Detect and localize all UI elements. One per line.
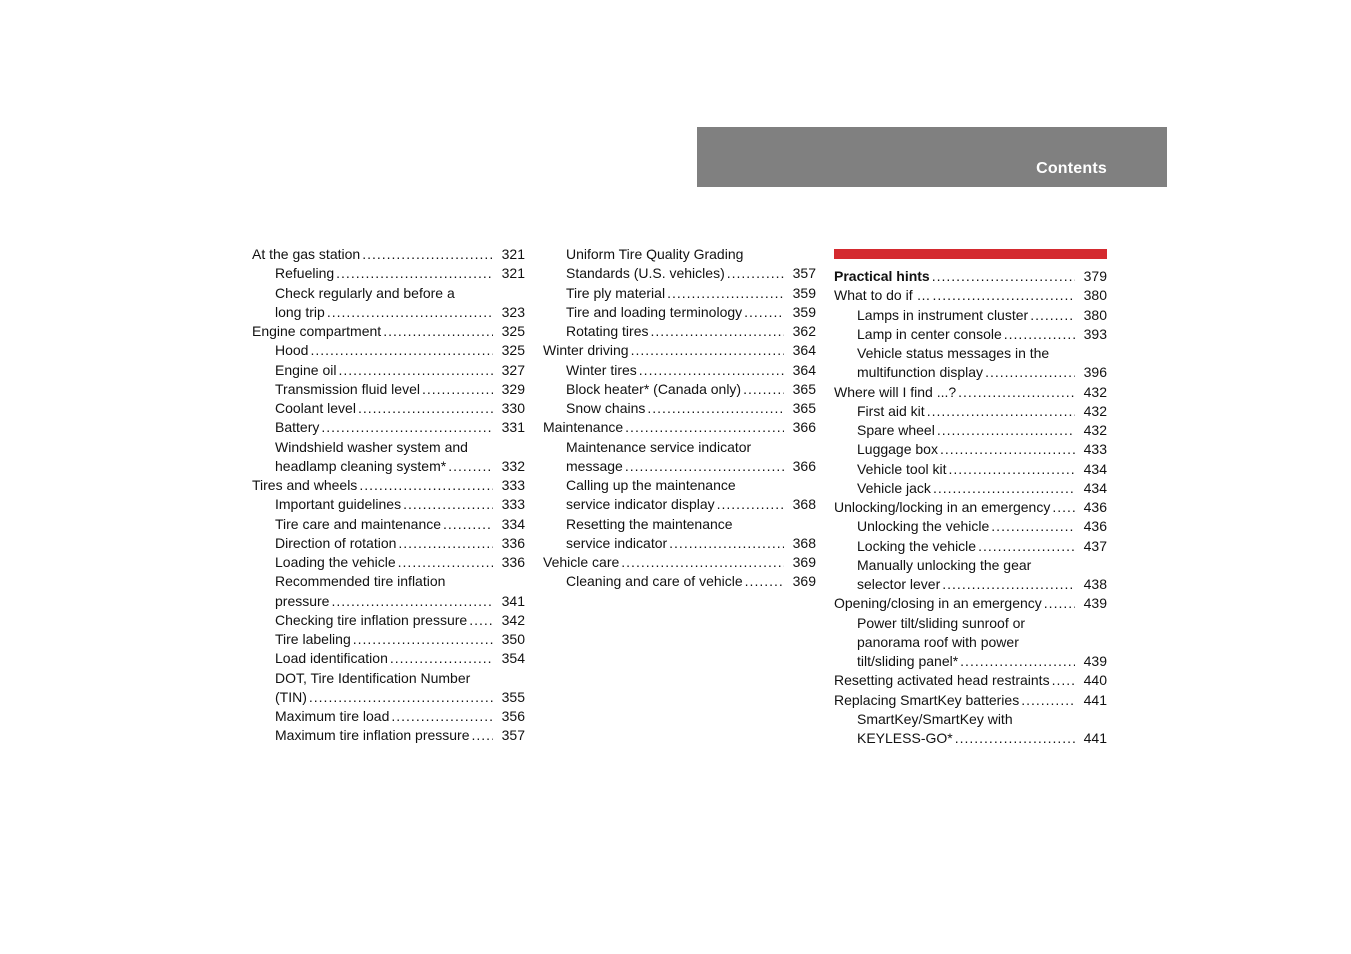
toc-page-number: 329 [501,380,525,397]
toc-entry-label: Battery [275,419,320,436]
dot-leader [310,341,493,360]
toc-entry-label: Vehicle care [543,554,620,570]
dot-leader [448,457,493,476]
toc-entry-label: (TIN) [275,688,307,705]
dot-leader [309,688,493,707]
toc-entry-label: Vehicle status messages in the [857,345,1050,361]
dot-leader [958,383,1075,402]
toc-entry-label: service indicator [566,534,668,551]
dot-leader [1052,671,1075,690]
toc-page-number: 365 [792,400,816,416]
toc-column-1 [252,245,525,746]
toc-entry[interactable] [252,264,525,283]
dot-leader [398,534,493,553]
toc-page-number: 434 [1083,479,1107,496]
toc-entry[interactable] [834,517,1107,536]
toc-page-number: 333 [501,477,525,493]
toc-column-2 [543,245,816,592]
toc-entry-label: Standards (U.S. vehicles) [566,265,725,282]
toc-page-number: 333 [501,496,525,513]
toc-entry-continued [252,669,525,688]
dot-leader [339,361,494,380]
toc-entry-label: Check regularly and before a [275,284,455,301]
toc-entry-continued [834,344,1107,363]
toc-entry-continued [834,614,1107,633]
toc-entry-label: Resetting the maintenance [566,515,733,532]
toc-page-number: 441 [1083,691,1107,708]
toc-entry[interactable] [543,303,816,322]
toc-entry-label: Transmission fluid level [275,380,420,397]
dot-leader [359,476,493,495]
toc-entry[interactable] [543,534,816,553]
dot-leader [391,707,493,726]
toc-column-3 [834,249,1107,748]
toc-entry-label: Replacing SmartKey batteries [834,691,1020,708]
toc-page-number: 341 [501,592,525,609]
toc-entry[interactable] [543,495,816,514]
dot-leader [321,418,493,437]
toc-entry[interactable] [252,457,525,476]
toc-entry[interactable] [252,592,525,611]
toc-page-number: 357 [792,265,816,282]
dot-leader [932,286,1075,305]
toc-page-number: 433 [1083,441,1107,458]
toc-entry[interactable] [252,553,525,572]
toc-entry-label: Lamps in instrument cluster [857,306,1029,323]
toc-entry-label: Calling up the maintenance [566,477,736,493]
toc-entry[interactable] [834,498,1107,517]
toc-entry-label: Coolant level [275,400,356,416]
toc-entry[interactable] [252,418,525,437]
toc-entry-label: Snow chains [566,400,646,416]
toc-entry-label: Lamp in center console [857,325,1002,342]
toc-entry[interactable] [252,515,525,534]
toc-entry[interactable] [834,306,1107,325]
toc-entry[interactable] [834,460,1107,479]
dot-leader [327,303,493,322]
toc-entry[interactable] [543,457,816,476]
toc-entry[interactable] [834,402,1107,421]
toc-page-number: 368 [792,496,816,513]
toc-entry-label: Engine oil [275,361,337,378]
toc-entry[interactable] [834,575,1107,594]
toc-entry[interactable] [252,380,525,399]
toc-entry[interactable] [252,495,525,514]
dot-leader [1021,691,1075,710]
toc-page-number: 330 [501,400,525,416]
toc-entry-label: Engine compartment [252,323,382,339]
toc-entry[interactable] [543,553,816,572]
toc-entry-label: Vehicle jack [857,479,931,496]
toc-entry[interactable] [252,611,525,630]
dot-leader [978,537,1075,556]
toc-entry-label: Luggage box [857,441,938,458]
toc-page-number: 354 [501,650,525,667]
toc-entry-label: Practical hints [834,268,930,284]
toc-page-number: 396 [1083,364,1107,381]
toc-page-number: 364 [792,361,816,378]
toc-page-number: 440 [1083,672,1107,689]
toc-entry-label: headlamp cleaning system* [275,457,447,474]
toc-entry-continued [252,572,525,591]
toc-entry-label: long trip [275,303,325,320]
toc-entry-continued [543,438,816,457]
dot-leader [443,515,493,534]
toc-entry-label: Unlocking/locking in an emergency [834,499,1051,515]
toc-entry[interactable] [543,572,816,591]
toc-entry[interactable] [834,652,1107,671]
toc-entry[interactable] [834,729,1107,748]
toc-page-number: 359 [792,303,816,320]
toc-page-number: 331 [501,419,525,436]
dot-leader [985,363,1075,382]
toc-entry-continued [543,515,816,534]
toc-entry-label: message [566,457,623,474]
toc-entry-continued [834,710,1107,729]
toc-page-number: 321 [501,265,525,282]
toc-entry-label: Tires and wheels [252,477,358,493]
toc-entry[interactable] [252,726,525,745]
toc-entry-label: Power tilt/sliding sunroof or [857,614,1026,631]
dot-leader [403,495,493,514]
toc-page-number: 436 [1083,499,1107,515]
toc-entry[interactable] [252,707,525,726]
dot-leader [1004,325,1075,344]
toc-page-number: 336 [501,534,525,551]
toc-entry[interactable] [834,594,1107,613]
dot-leader [469,611,493,630]
dot-leader [621,553,784,572]
toc-page-number: 359 [792,284,816,301]
dot-leader [932,267,1075,286]
toc-entry[interactable] [543,361,816,380]
section-red-rule [834,249,1107,259]
toc-page-number: 432 [1083,402,1107,419]
toc-page-number: 357 [501,727,525,744]
toc-entry-label: Rotating tires [566,323,649,339]
toc-entry-label: Uniform Tire Quality Grading [566,246,744,262]
dot-leader [353,630,493,649]
toc-entry-label: Tire care and maintenance [275,515,442,532]
dot-leader [650,322,784,341]
dot-leader [933,479,1075,498]
toc-entry[interactable] [834,421,1107,440]
dot-leader [949,460,1076,479]
toc-entry[interactable] [834,363,1107,382]
toc-entry[interactable] [252,245,525,264]
toc-entry[interactable] [834,267,1107,286]
toc-entry[interactable] [252,341,525,360]
toc-page-number: 436 [1083,518,1107,535]
toc-page-number: 366 [792,419,816,436]
toc-entry-label: tilt/sliding panel* [857,653,959,669]
dot-leader [336,264,493,283]
toc-entry-label: Spare wheel [857,422,935,438]
toc-entry[interactable] [252,399,525,418]
toc-entry-label: Direction of rotation [275,534,397,551]
toc-entry[interactable] [543,322,816,341]
toc-entry[interactable] [543,341,816,360]
toc-entry-label: Vehicle tool kit [857,460,947,477]
dot-leader [927,402,1075,421]
toc-page-number: 321 [501,246,525,262]
toc-entry[interactable] [834,691,1107,710]
toc-page-number: 336 [501,554,525,570]
toc-entry-continued [252,438,525,457]
toc-page-number: 342 [501,611,525,628]
toc-entry-label: Maximum tire load [275,708,390,724]
toc-page-number: 393 [1083,325,1107,342]
toc-entry[interactable] [834,383,1107,402]
toc-page-number: 441 [1083,730,1107,746]
toc-entry[interactable] [834,286,1107,305]
toc-page-number: 323 [501,303,525,320]
toc-entry-label: Resetting activated head restraints [834,672,1050,689]
dot-leader [362,245,493,264]
toc-page-number: 439 [1083,653,1107,669]
toc-page-number: 434 [1083,460,1107,477]
dot-leader [743,380,784,399]
toc-page-number: 365 [792,380,816,397]
toc-page-number: 379 [1083,268,1107,284]
toc-entry-label: Block heater* (Canada only) [566,380,742,397]
toc-page-number: 437 [1083,537,1107,554]
dot-leader [744,303,784,322]
toc-entry-label: Opening/closing in an emergency [834,595,1042,612]
toc-entry[interactable] [252,630,525,649]
toc-entry-label: First aid kit [857,402,925,419]
toc-entry-label: Unlocking the vehicle [857,518,990,535]
toc-page-number: 334 [501,515,525,532]
toc-entry-continued [543,476,816,495]
toc-page-number: 366 [792,457,816,474]
dot-leader [625,457,784,476]
dot-leader [955,729,1075,748]
dot-leader [383,322,493,341]
toc-entry-continued [543,245,816,264]
dot-leader [937,421,1075,440]
toc-entry-continued [834,556,1107,575]
toc-page-number: 327 [501,361,525,378]
toc-page-number: 356 [501,708,525,724]
toc-entry-label: At the gas station [252,246,361,262]
toc-entry[interactable] [834,479,1107,498]
toc-page-number: 350 [501,631,525,647]
header-bar [697,127,1167,187]
toc-entry-label: Recommended tire inflation [275,573,446,590]
dot-leader [991,517,1075,536]
toc-entry[interactable] [252,476,525,495]
toc-entry-label: Maintenance service indicator [566,438,752,455]
toc-entry-label: Winter driving [543,342,629,359]
toc-entry-label: selector lever [857,576,941,592]
dot-leader [1030,306,1075,325]
dot-leader [1052,498,1075,517]
toc-page-number: 438 [1083,576,1107,592]
toc-entry[interactable] [834,537,1107,556]
toc-entry-label: Loading the vehicle [275,554,396,570]
toc-entry-label: Cleaning and care of vehicle [566,573,743,590]
toc-entry[interactable] [252,303,525,322]
toc-page-number: 369 [792,573,816,590]
dot-leader [358,399,493,418]
dot-leader [422,380,493,399]
toc-entry-label: Checking tire inflation pressure [275,611,468,628]
toc-entry-continued [252,284,525,303]
toc-entry-label: What to do if … [834,287,931,304]
toc-page-number: 362 [792,323,816,339]
toc-entry-continued [834,633,1107,652]
page-title: Contents [1036,160,1107,177]
dot-leader [667,284,784,303]
dot-leader [398,553,493,572]
toc-page-number: 368 [792,534,816,551]
toc-page-number: 380 [1083,306,1107,323]
toc-entry[interactable] [834,325,1107,344]
toc-entry-label: Hood [275,342,309,359]
dot-leader [960,652,1075,671]
toc-entry[interactable] [543,418,816,437]
toc-entry[interactable] [252,361,525,380]
toc-page-number: 364 [792,342,816,359]
toc-entry-label: multifunction display [857,364,984,381]
toc-entry[interactable] [543,380,816,399]
toc-entry-label: Manually unlocking the gear [857,556,1032,573]
dot-leader [940,440,1075,459]
toc-page-number: 325 [501,323,525,339]
toc-entry-label: Winter tires [566,361,637,378]
toc-entry-label: Tire and loading terminology [566,303,743,320]
toc-entry-label: Where will I find ...? [834,383,957,400]
toc-entry-label: Tire labeling [275,631,351,647]
dot-leader [717,495,784,514]
toc-entry[interactable] [252,649,525,668]
dot-leader [745,572,784,591]
toc-entry[interactable] [834,671,1107,690]
toc-page-number: 332 [501,457,525,474]
toc-page-number: 432 [1083,422,1107,438]
toc-entry[interactable] [252,322,525,341]
toc-entry-label: DOT, Tire Identification Number [275,669,471,686]
dot-leader [639,361,784,380]
dot-leader [331,592,493,611]
dot-leader [942,575,1075,594]
toc-entry[interactable] [543,264,816,283]
toc-entry-label: Load identification [275,650,388,667]
dot-leader [625,418,784,437]
dot-leader [631,341,784,360]
dot-leader [727,264,784,283]
toc-entry[interactable] [543,284,816,303]
toc-entry[interactable] [834,440,1107,459]
toc-entry-label: Maximum tire inflation pressure [275,727,470,744]
toc-entry[interactable] [252,688,525,707]
toc-entry-label: Locking the vehicle [857,537,977,554]
dot-leader [669,534,784,553]
toc-entry-label: Windshield washer system and [275,438,468,455]
toc-entry-label: service indicator display [566,496,715,513]
dot-leader [1044,594,1075,613]
toc-entry-label: pressure [275,592,330,609]
toc-entry-label: panorama roof with power [857,633,1019,650]
toc-page-number: 355 [501,688,525,705]
toc-entry-label: KEYLESS-GO* [857,730,953,746]
toc-entry-label: Refueling [275,265,335,282]
toc-entry-label: Tire ply material [566,284,666,301]
toc-entry-label: SmartKey/SmartKey with [857,710,1013,727]
toc-entry[interactable] [543,399,816,418]
dot-leader [647,399,784,418]
toc-page-number: 369 [792,554,816,570]
dot-leader [472,726,493,745]
toc-page-number: 432 [1083,383,1107,400]
toc-page-number: 325 [501,342,525,359]
toc-entry-label: Important guidelines [275,496,402,513]
toc-page-number: 380 [1083,287,1107,304]
toc-entry-label: Maintenance [543,419,624,436]
toc-entry[interactable] [252,534,525,553]
dot-leader [390,649,493,668]
toc-page-number: 439 [1083,595,1107,612]
